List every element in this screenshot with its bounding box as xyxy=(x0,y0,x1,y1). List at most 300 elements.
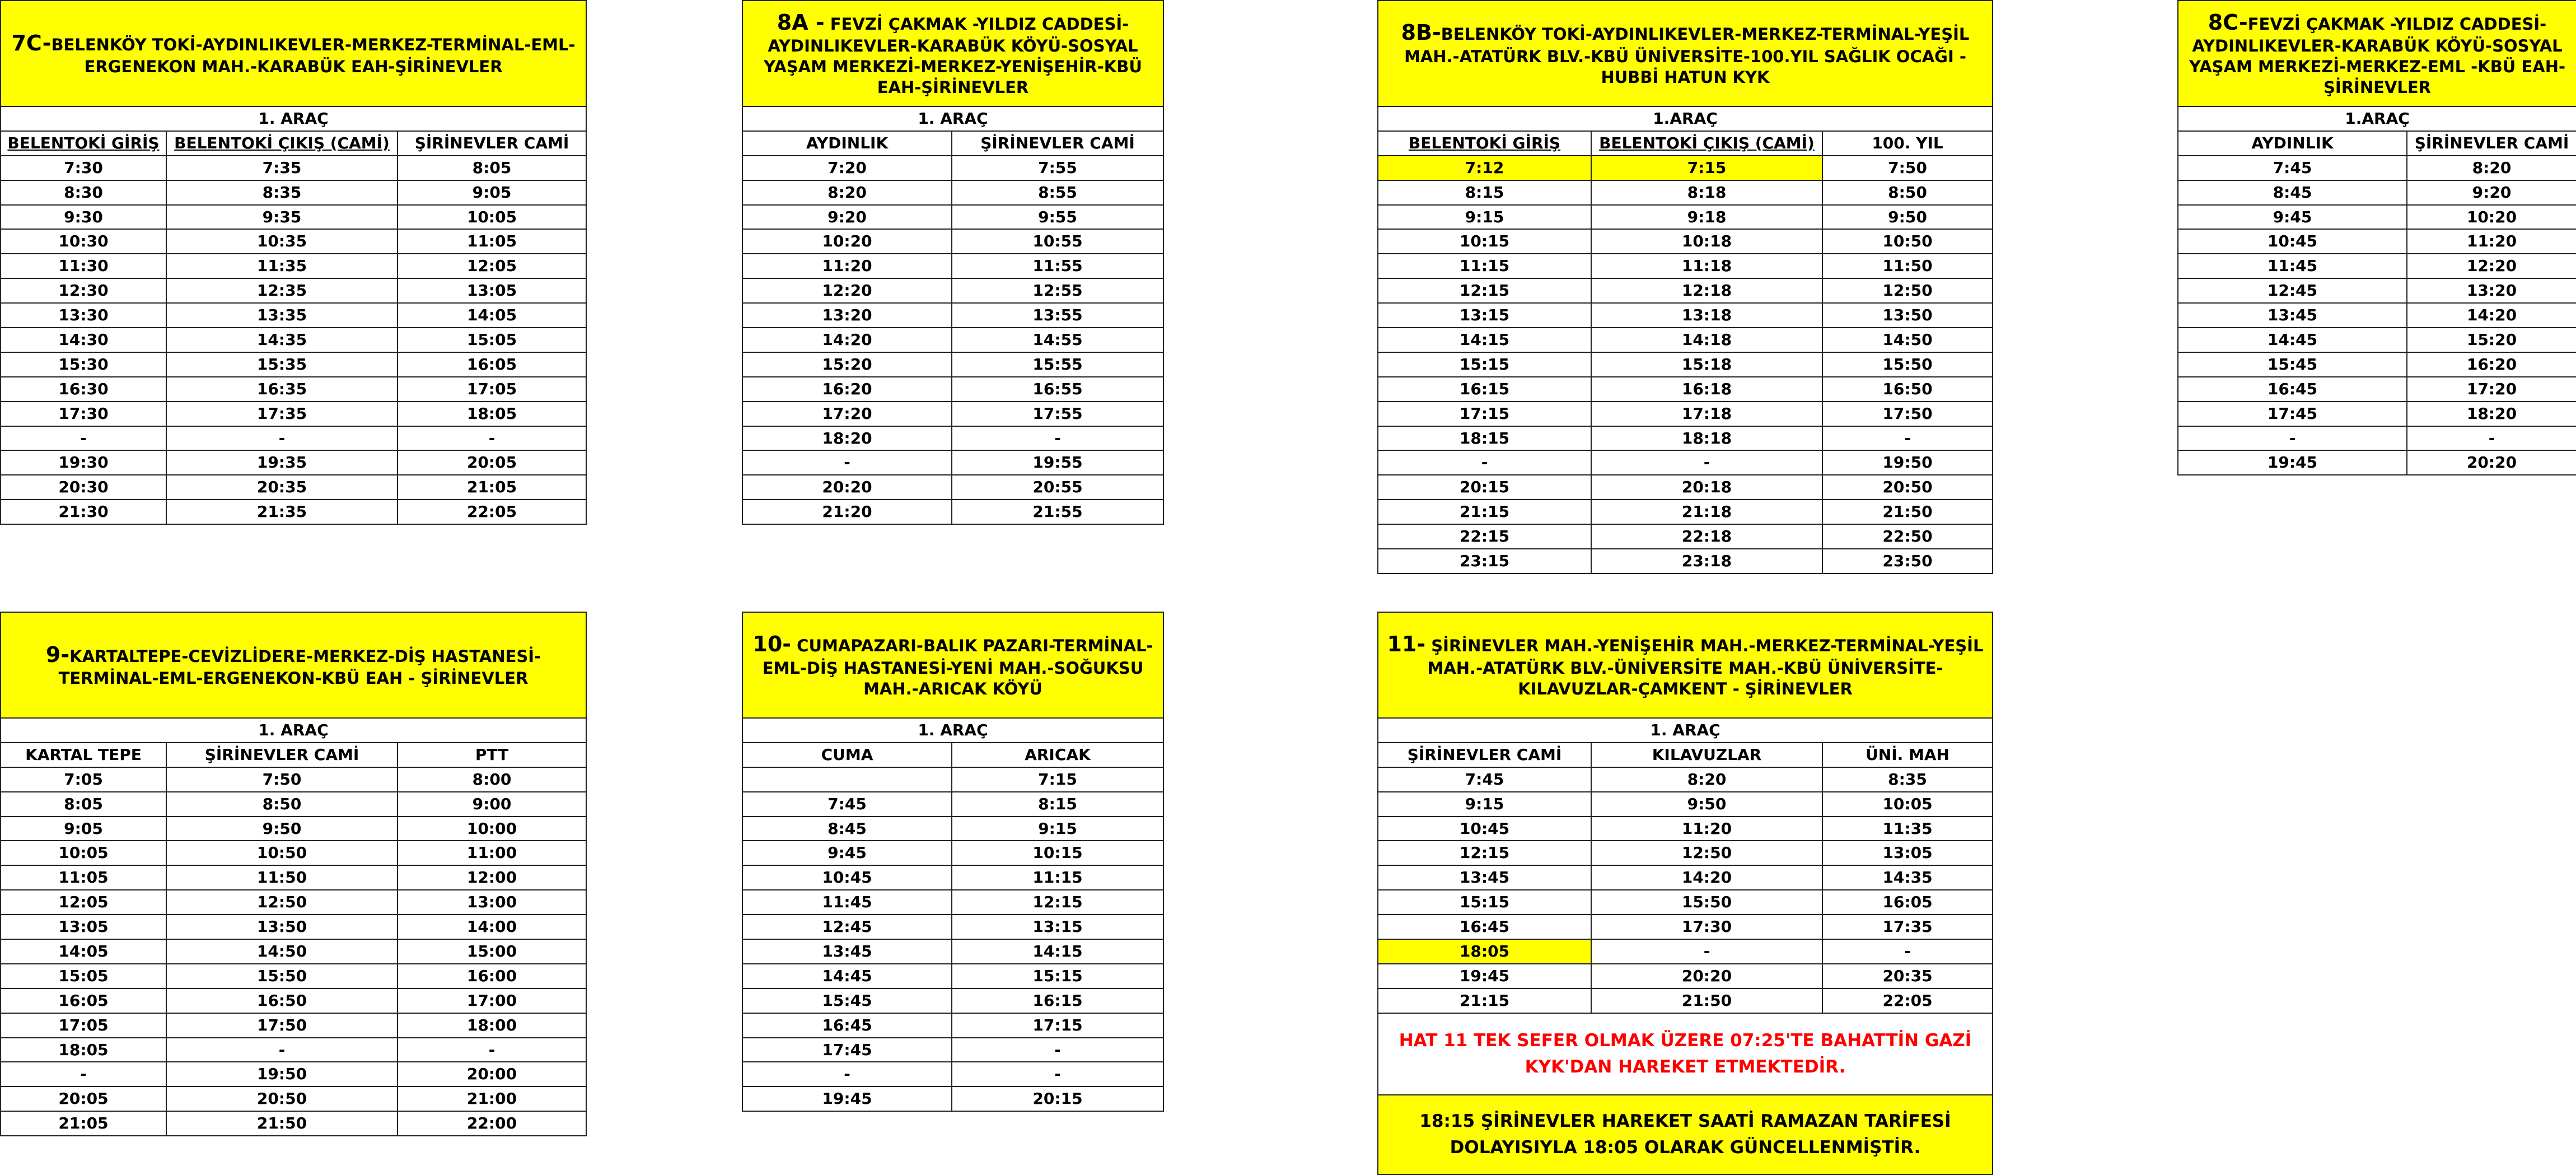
time-cell: 17:18 xyxy=(1591,402,1822,426)
time-cell: 17:55 xyxy=(952,402,1163,426)
time-cell: 19:30 xyxy=(1,450,166,475)
time-cell: 10:30 xyxy=(1,229,166,254)
table-row xyxy=(1,915,586,939)
table-row xyxy=(742,328,1163,352)
time-cell: 8:18 xyxy=(1591,180,1822,205)
time-cell: 14:55 xyxy=(952,328,1163,352)
table-row xyxy=(2178,205,2576,230)
time-cell: 14:18 xyxy=(1591,328,1822,352)
time-cell: 9:55 xyxy=(952,205,1163,230)
table-row xyxy=(1378,964,1993,989)
time-cell: 7:15 xyxy=(952,767,1163,792)
time-cell: 23:15 xyxy=(1378,549,1591,573)
time-cell: 8:50 xyxy=(166,792,398,817)
table-row xyxy=(1378,939,1993,964)
time-cell: 21:50 xyxy=(1822,500,1993,524)
time-cell: 11:20 xyxy=(2407,229,2576,254)
table-row xyxy=(742,180,1163,205)
time-cell: 17:45 xyxy=(742,1038,952,1062)
table-row xyxy=(1378,767,1993,792)
route-9-table xyxy=(0,612,586,1136)
route-code: 8C- xyxy=(2208,10,2248,35)
table-row xyxy=(2178,328,2576,352)
time-cell: 9:50 xyxy=(166,817,398,841)
time-cell: 14:35 xyxy=(1822,865,1993,890)
time-cell: 7:12 xyxy=(1378,156,1591,180)
table-row xyxy=(742,890,1163,915)
time-cell: 9:05 xyxy=(398,180,586,205)
time-cell: 15:55 xyxy=(952,352,1163,377)
route-7c-table xyxy=(0,0,586,525)
time-cell: 9:20 xyxy=(742,205,952,230)
time-cell: 20:00 xyxy=(398,1062,586,1087)
time-cell: - xyxy=(398,426,586,451)
time-cell: 21:15 xyxy=(1378,989,1591,1013)
table-row xyxy=(1,229,586,254)
time-cell: 16:45 xyxy=(1378,915,1591,939)
time-cell: 20:20 xyxy=(742,475,952,500)
table-row xyxy=(1,303,586,328)
table-row xyxy=(742,303,1163,328)
time-cell: 12:50 xyxy=(1822,278,1993,303)
time-cell: 15:50 xyxy=(1591,890,1822,915)
route-stops: FEVZİ ÇAKMAK -YILDIZ CADDESİ-AYDINLIKEVLER-KARABÜK KÖYÜ-SOSYAL YAŞAM MERKEZİ-MERKEZ-YENİŞEHİR-KBÜ EAH-ŞİRİNEVLER xyxy=(764,14,1142,97)
time-cell: 8:00 xyxy=(398,767,586,792)
route-title xyxy=(2178,1,2576,106)
time-cell: 12:50 xyxy=(166,890,398,915)
time-cell: 10:45 xyxy=(1378,817,1591,841)
time-cell: 7:55 xyxy=(952,156,1163,180)
table-row xyxy=(1378,549,1993,573)
time-cell: 13:50 xyxy=(166,915,398,939)
route-code: 9- xyxy=(45,642,70,667)
time-cell: 8:20 xyxy=(2407,156,2576,180)
time-cell: 14:45 xyxy=(742,964,952,989)
time-cell: - xyxy=(1378,450,1591,475)
table-row xyxy=(1,254,586,278)
table-row xyxy=(1,475,586,500)
time-cell: 13:15 xyxy=(1378,303,1591,328)
time-cell: 7:45 xyxy=(1378,767,1591,792)
time-cell: 16:00 xyxy=(398,964,586,989)
time-cell: 22:05 xyxy=(398,500,586,524)
route-stops: CUMAPAZARI-BALIK PAZARI-TERMİNAL-EML-DİŞ HASTANESİ-YENİ MAH.-SOĞUKSU MAH.-ARICAK KÖYÜ xyxy=(762,636,1153,698)
time-cell: 11:18 xyxy=(1591,254,1822,278)
time-cell: 16:50 xyxy=(166,989,398,1013)
time-cell: 16:15 xyxy=(952,989,1163,1013)
time-cell: 8:20 xyxy=(742,180,952,205)
time-cell: 13:30 xyxy=(1,303,166,328)
table-row xyxy=(2178,180,2576,205)
table-row xyxy=(1378,352,1993,377)
table-row xyxy=(1,328,586,352)
time-cell: 8:05 xyxy=(1,792,166,817)
time-cell: 18:05 xyxy=(398,402,586,426)
time-cell: - xyxy=(2407,426,2576,451)
table-row xyxy=(742,402,1163,426)
time-cell: 14:50 xyxy=(1822,328,1993,352)
table-row xyxy=(1378,205,1993,230)
table-row xyxy=(1378,156,1993,180)
time-cell: 14:05 xyxy=(1,939,166,964)
table-row xyxy=(1,792,586,817)
time-cell: 11:15 xyxy=(952,865,1163,890)
time-cell: 21:50 xyxy=(1591,989,1822,1013)
table-row xyxy=(1,817,586,841)
time-cell: 20:35 xyxy=(1822,964,1993,989)
time-cell: 16:05 xyxy=(1822,890,1993,915)
time-cell: 7:50 xyxy=(1822,156,1993,180)
route-title xyxy=(742,1,1163,106)
time-cell: - xyxy=(1591,450,1822,475)
time-cell: 9:45 xyxy=(742,841,952,865)
time-cell: 10:05 xyxy=(1,841,166,865)
time-cell: 20:20 xyxy=(1591,964,1822,989)
time-cell: 9:30 xyxy=(1,205,166,230)
time-cell: 12:15 xyxy=(952,890,1163,915)
table-row xyxy=(1378,890,1993,915)
time-cell: 12:18 xyxy=(1591,278,1822,303)
table-row xyxy=(742,1038,1163,1062)
time-cell: 16:15 xyxy=(1378,377,1591,402)
time-cell: - xyxy=(1591,939,1822,964)
table-row xyxy=(1378,180,1993,205)
time-cell: 9:15 xyxy=(1378,205,1591,230)
route-code: 7C- xyxy=(11,30,52,55)
time-cell: 17:30 xyxy=(1,402,166,426)
time-cell: 14:20 xyxy=(2407,303,2576,328)
time-cell: 20:55 xyxy=(952,475,1163,500)
time-cell: - xyxy=(2178,426,2407,451)
table-row xyxy=(1378,865,1993,890)
time-cell: 12:15 xyxy=(1378,278,1591,303)
time-cell: 9:05 xyxy=(1,817,166,841)
table-row xyxy=(742,989,1163,1013)
column-header: KILAVUZLAR xyxy=(1591,743,1822,767)
time-cell: 20:20 xyxy=(2407,450,2576,475)
time-cell: 21:05 xyxy=(398,475,586,500)
time-cell: 16:55 xyxy=(952,377,1163,402)
time-cell: 10:45 xyxy=(2178,229,2407,254)
table-row xyxy=(742,205,1163,230)
table-row xyxy=(742,817,1163,841)
time-cell: 12:45 xyxy=(742,915,952,939)
time-cell: - xyxy=(952,1038,1163,1062)
time-cell: 22:18 xyxy=(1591,524,1822,549)
table-row xyxy=(742,475,1163,500)
table-row xyxy=(742,841,1163,865)
time-cell: 21:15 xyxy=(1378,500,1591,524)
route-code: 8A - xyxy=(777,10,825,35)
time-cell: 15:35 xyxy=(166,352,398,377)
time-cell: 21:18 xyxy=(1591,500,1822,524)
vehicle-label: 1. ARAÇ xyxy=(1378,718,1993,743)
table-row xyxy=(742,156,1163,180)
time-cell: 16:30 xyxy=(1,377,166,402)
table-row xyxy=(1378,792,1993,817)
column-header: ŞİRİNEVLER CAMİ xyxy=(398,131,586,156)
time-cell: 19:35 xyxy=(166,450,398,475)
vehicle-label: 1.ARAÇ xyxy=(1378,106,1993,131)
time-cell: 10:15 xyxy=(952,841,1163,865)
time-cell: 13:20 xyxy=(742,303,952,328)
column-header: ŞİRİNEVLER CAMİ xyxy=(1378,743,1591,767)
time-cell: 10:00 xyxy=(398,817,586,841)
time-cell: 9:00 xyxy=(398,792,586,817)
time-cell: 18:15 xyxy=(1378,426,1591,451)
table-row xyxy=(1,1087,586,1111)
route-stops: ŞİRİNEVLER MAH.-YENİŞEHİR MAH.-MERKEZ-TERMİNAL-YEŞİL MAH.-ATATÜRK BLV.-ÜNİVERSİTE MAH.-KBÜ ÜNİVERSİTE-KILAVUZLAR-ÇAMKENT - ŞİRİNEVLER xyxy=(1425,636,1984,698)
route-code: 11- xyxy=(1387,632,1426,657)
time-cell: 10:20 xyxy=(742,229,952,254)
time-cell: 11:45 xyxy=(742,890,952,915)
time-cell: 11:15 xyxy=(1378,254,1591,278)
table-row xyxy=(1378,915,1993,939)
time-cell: 11:50 xyxy=(1822,254,1993,278)
time-cell: 13:45 xyxy=(1378,865,1591,890)
time-cell: 8:45 xyxy=(742,817,952,841)
time-cell: 15:15 xyxy=(1378,890,1591,915)
table-row xyxy=(1378,450,1993,475)
time-cell: 19:50 xyxy=(166,1062,398,1087)
time-cell: 17:00 xyxy=(398,989,586,1013)
time-cell: 10:05 xyxy=(1822,792,1993,817)
time-cell: 14:15 xyxy=(1378,328,1591,352)
table-row xyxy=(1,352,586,377)
time-cell: 17:20 xyxy=(2407,377,2576,402)
time-cell: 7:50 xyxy=(166,767,398,792)
route-title xyxy=(1378,612,1993,718)
table-row xyxy=(742,964,1163,989)
table-row xyxy=(742,450,1163,475)
route-8b-table xyxy=(1377,0,1992,574)
route-8c-table xyxy=(2177,0,2576,475)
time-cell: 16:20 xyxy=(742,377,952,402)
time-cell: 10:18 xyxy=(1591,229,1822,254)
time-cell: 16:35 xyxy=(166,377,398,402)
time-cell: 13:05 xyxy=(398,278,586,303)
time-cell: 8:15 xyxy=(952,792,1163,817)
time-cell: 8:20 xyxy=(1591,767,1822,792)
column-header: BELENTOKİ GİRİŞ xyxy=(1378,131,1591,156)
route-11-note-red: HAT 11 TEK SEFER OLMAK ÜZERE 07:25'TE BAHATTİN GAZİ KYK'DAN HAREKET ETMEKTEDİR. xyxy=(1378,1013,1993,1095)
time-cell: 11:05 xyxy=(398,229,586,254)
time-cell: - xyxy=(1822,939,1993,964)
time-cell: 17:05 xyxy=(398,377,586,402)
vehicle-label: 1. ARAÇ xyxy=(742,106,1163,131)
route-title xyxy=(1378,1,1993,106)
time-cell: 13:35 xyxy=(166,303,398,328)
time-cell: 16:50 xyxy=(1822,377,1993,402)
table-row xyxy=(2178,229,2576,254)
time-cell: 18:18 xyxy=(1591,426,1822,451)
time-cell: - xyxy=(398,1038,586,1062)
time-cell: 18:20 xyxy=(742,426,952,451)
time-cell: 18:05 xyxy=(1378,939,1591,964)
time-cell: 17:35 xyxy=(166,402,398,426)
time-cell: 10:05 xyxy=(398,205,586,230)
table-row xyxy=(1378,278,1993,303)
time-cell: 22:05 xyxy=(1822,989,1993,1013)
time-cell: 13:15 xyxy=(952,915,1163,939)
column-header: CUMA xyxy=(742,743,952,767)
table-row xyxy=(1378,377,1993,402)
time-cell: 7:05 xyxy=(1,767,166,792)
route-title xyxy=(1,1,586,106)
time-cell: 15:50 xyxy=(166,964,398,989)
time-cell: 14:15 xyxy=(952,939,1163,964)
time-cell: - xyxy=(952,426,1163,451)
table-row xyxy=(1,767,586,792)
time-cell: 10:50 xyxy=(166,841,398,865)
time-cell: 16:45 xyxy=(742,1013,952,1038)
time-cell: 18:00 xyxy=(398,1013,586,1038)
time-cell: 21:35 xyxy=(166,500,398,524)
table-row xyxy=(742,229,1163,254)
time-cell: 11:55 xyxy=(952,254,1163,278)
time-cell: 12:15 xyxy=(1378,841,1591,865)
route-title xyxy=(742,612,1163,718)
time-cell: - xyxy=(742,1062,952,1087)
time-cell: 14:20 xyxy=(1591,865,1822,890)
time-cell: 17:45 xyxy=(2178,402,2407,426)
column-header: AYDINLIK xyxy=(742,131,952,156)
route-11-table xyxy=(1377,612,1992,1175)
column-header: BELENTOKİ ÇIKIŞ (CAMİ) xyxy=(1591,131,1822,156)
table-row xyxy=(1,156,586,180)
column-header: ARICAK xyxy=(952,743,1163,767)
table-row xyxy=(1378,989,1993,1013)
time-cell: 20:15 xyxy=(952,1087,1163,1111)
table-row xyxy=(1,1013,586,1038)
time-cell: 13:00 xyxy=(398,890,586,915)
time-cell: 9:15 xyxy=(952,817,1163,841)
time-cell: 17:35 xyxy=(1822,915,1993,939)
time-cell: 12:05 xyxy=(398,254,586,278)
time-cell: 12:30 xyxy=(1,278,166,303)
time-cell: 9:50 xyxy=(1822,205,1993,230)
table-row xyxy=(1,450,586,475)
table-row xyxy=(1378,328,1993,352)
route-stops: FEVZİ ÇAKMAK -YILDIZ CADDESİ-AYDINLIKEVLER-KARABÜK KÖYÜ-SOSYAL YAŞAM MERKEZİ-MERKEZ-EML -KBÜ EAH-ŞİRİNEVLER xyxy=(2189,14,2565,97)
table-row xyxy=(1,180,586,205)
column-header: PTT xyxy=(398,743,586,767)
time-cell: 7:15 xyxy=(1591,156,1822,180)
time-cell: 11:35 xyxy=(1822,817,1993,841)
table-row xyxy=(1378,841,1993,865)
time-cell: 14:45 xyxy=(2178,328,2407,352)
table-row xyxy=(1,500,586,524)
time-cell: 16:05 xyxy=(1,989,166,1013)
table-row xyxy=(2178,156,2576,180)
route-stops: BELENKÖY TOKİ-AYDINLIKEVLER-MERKEZ-TERMİNAL-EML-ERGENEKON MAH.-KARABÜK EAH-ŞİRİNEVLER xyxy=(51,35,576,77)
time-cell: 13:45 xyxy=(742,939,952,964)
table-row xyxy=(1378,229,1993,254)
table-row xyxy=(1,890,586,915)
table-row xyxy=(2178,426,2576,451)
time-cell: 12:45 xyxy=(2178,278,2407,303)
time-cell: 8:35 xyxy=(166,180,398,205)
time-cell: 21:50 xyxy=(166,1111,398,1136)
time-cell: 13:05 xyxy=(1822,841,1993,865)
time-cell: 9:35 xyxy=(166,205,398,230)
time-cell xyxy=(742,767,952,792)
table-row xyxy=(742,1013,1163,1038)
time-cell: 17:50 xyxy=(1822,402,1993,426)
time-cell: 20:15 xyxy=(1378,475,1591,500)
column-header: 100. YIL xyxy=(1822,131,1993,156)
time-cell: 14:30 xyxy=(1,328,166,352)
time-cell: 18:05 xyxy=(1,1038,166,1062)
table-row xyxy=(1,939,586,964)
time-cell: 15:05 xyxy=(1,964,166,989)
time-cell: 15:50 xyxy=(1822,352,1993,377)
table-row xyxy=(2178,254,2576,278)
time-cell: 8:05 xyxy=(398,156,586,180)
time-cell: 9:20 xyxy=(2407,180,2576,205)
table-row xyxy=(742,865,1163,890)
time-cell: 15:18 xyxy=(1591,352,1822,377)
time-cell: 15:05 xyxy=(398,328,586,352)
time-cell: 16:20 xyxy=(2407,352,2576,377)
time-cell: 12:55 xyxy=(952,278,1163,303)
time-cell: 11:00 xyxy=(398,841,586,865)
route-11-note-yellow: 18:15 ŞİRİNEVLER HAREKET SAATİ RAMAZAN TARİFESİ DOLAYISIYLA 18:05 OLARAK GÜNCELLENMİŞTİR. xyxy=(1378,1095,1993,1174)
table-row xyxy=(742,939,1163,964)
time-cell: 10:35 xyxy=(166,229,398,254)
column-header: BELENTOKİ ÇIKIŞ (CAMİ) xyxy=(166,131,398,156)
table-row xyxy=(742,915,1163,939)
time-cell: 15:45 xyxy=(742,989,952,1013)
time-cell: 19:50 xyxy=(1822,450,1993,475)
time-cell: 15:30 xyxy=(1,352,166,377)
time-cell: 14:05 xyxy=(398,303,586,328)
time-cell: 20:35 xyxy=(166,475,398,500)
time-cell: - xyxy=(1,1062,166,1087)
time-cell: 13:20 xyxy=(2407,278,2576,303)
vehicle-label: 1. ARAÇ xyxy=(742,718,1163,743)
time-cell: 23:18 xyxy=(1591,549,1822,573)
time-cell: 10:50 xyxy=(1822,229,1993,254)
table-row xyxy=(1378,303,1993,328)
time-cell: 19:45 xyxy=(1378,964,1591,989)
vehicle-label: 1.ARAÇ xyxy=(2178,106,2576,131)
route-code: 10- xyxy=(752,632,792,657)
time-cell: 7:30 xyxy=(1,156,166,180)
time-cell: 21:20 xyxy=(742,500,952,524)
time-cell: 13:05 xyxy=(1,915,166,939)
time-cell: 22:50 xyxy=(1822,524,1993,549)
table-row xyxy=(1378,524,1993,549)
table-row xyxy=(742,767,1163,792)
time-cell: 9:15 xyxy=(1378,792,1591,817)
column-header: ŞİRİNEVLER CAMİ xyxy=(952,131,1163,156)
route-title xyxy=(1,612,586,718)
time-cell: 17:05 xyxy=(1,1013,166,1038)
time-cell: 15:00 xyxy=(398,939,586,964)
column-header: ŞİRİNEVLER CAMİ xyxy=(166,743,398,767)
time-cell: 7:45 xyxy=(2178,156,2407,180)
time-cell: 20:50 xyxy=(166,1087,398,1111)
table-row xyxy=(2178,303,2576,328)
time-cell: 23:50 xyxy=(1822,549,1993,573)
time-cell: 14:50 xyxy=(166,939,398,964)
time-cell: 8:55 xyxy=(952,180,1163,205)
vehicle-label: 1. ARAÇ xyxy=(1,718,586,743)
table-row xyxy=(1378,402,1993,426)
table-row xyxy=(2178,278,2576,303)
time-cell: 19:55 xyxy=(952,450,1163,475)
